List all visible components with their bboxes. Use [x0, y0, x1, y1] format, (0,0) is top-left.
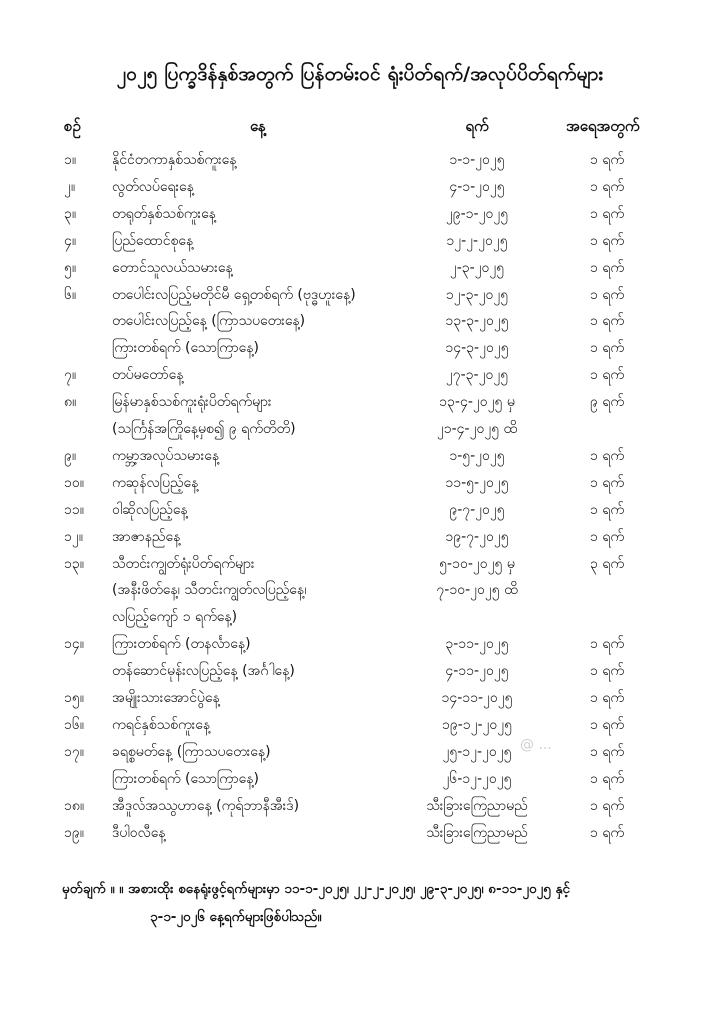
- holiday-name: အမျိုးသားအောင်ပွဲနေ့: [112, 690, 220, 706]
- holiday-name: အီဒူလ်အဿွဟာနေ့ (ကုရ်ဘာနီအီးဒ်): [112, 797, 300, 814]
- holiday-name: ကဆုန်လပြည့်နေ့: [112, 474, 199, 491]
- holiday-days: ၁ ရက်: [590, 286, 625, 303]
- holiday-name: ပြည်ထောင်စုနေ့: [112, 232, 194, 249]
- holiday-date: ၂၁-၄-၂၀၂၅ ထိ: [436, 421, 518, 437]
- holiday-date: ၁၄-၁၁-၂၀၂၅: [441, 690, 513, 706]
- holiday-date: ၄-၁၁-၂၀၂၅: [445, 663, 509, 680]
- holiday-days: ၁ ရက်: [590, 770, 625, 787]
- row-number: ၁၀။: [64, 474, 84, 491]
- holiday-name: အာဇာနည်နေ့: [112, 528, 181, 545]
- table-row: [0, 685, 720, 711]
- holiday-name: ကြားတစ်ရက် (တနင်္လာနေ့): [112, 636, 251, 653]
- holiday-date: ၂၅-၁၂-၂၀၂၅: [442, 743, 512, 760]
- holiday-date: ၁၂-၂-၂၀၂၅: [446, 232, 508, 249]
- table-row: [0, 308, 720, 334]
- holiday-date: ၂၆-၁၂-၂၀၂၅: [442, 770, 512, 787]
- row-number: ၁၆။: [64, 716, 84, 733]
- holiday-days: ၁ ရက်: [590, 690, 625, 706]
- header-name: နေ့: [250, 117, 266, 135]
- holiday-days: ၁ ရက်: [590, 636, 625, 653]
- table-row: [0, 228, 720, 254]
- holiday-date: ၄-၁-၂၀၂၅: [449, 178, 505, 195]
- table-row: [0, 335, 720, 361]
- holiday-days: ၁ ရက်: [590, 501, 625, 518]
- holiday-days: ၁ ရက်: [590, 743, 625, 760]
- holiday-name: ခရစ္စမတ်နေ့ (ကြာသပတေးနေ့): [112, 743, 271, 760]
- row-number: ၁၅။: [64, 690, 84, 706]
- table-row: [0, 631, 720, 657]
- header-days: အရေအတွက်: [566, 117, 640, 135]
- holiday-days: ၁ ရက်: [590, 367, 625, 384]
- header-date: ရက်: [465, 117, 489, 135]
- row-number: ၁၃။: [64, 555, 84, 572]
- table-row: [0, 577, 720, 603]
- table-row: [0, 524, 720, 550]
- holiday-date: ၁၃-၃-၂၀၂၅: [445, 313, 509, 330]
- holiday-name: တပေါင်းလပြည့်နေ့ (ကြာသပတေးနေ့): [112, 313, 306, 330]
- holiday-name: ကရင်နှစ်သစ်ကူးနေ့: [112, 716, 211, 733]
- holiday-name: ကြားတစ်ရက် (သောကြာနေ့): [112, 770, 259, 787]
- holiday-name: တပေါင်းလပြည့်မတိုင်မီ ရှေ့တစ်ရက် (ဗုဒ္ဓဟူးနေ့): [112, 286, 356, 303]
- holiday-days: ၁ ရက်: [590, 178, 625, 195]
- holiday-date: သီးခြားကြေညာမည်: [426, 824, 528, 841]
- row-number: ၁၉။: [64, 824, 84, 841]
- holiday-days: ၉ ရက်: [590, 394, 625, 411]
- row-number: ၄။: [64, 232, 77, 249]
- holiday-date: ၁၉-၇-၂၀၂၅: [445, 528, 509, 545]
- holiday-days: ၁ ရက်: [590, 716, 625, 733]
- row-number: ၃။: [64, 205, 77, 222]
- holiday-date: ၃-၁၁-၂၀၂၅: [445, 636, 509, 653]
- table-row: [0, 282, 720, 308]
- holiday-date: ၁၄-၃-၂၀၂၅: [445, 340, 509, 357]
- holiday-date: ၁-၅-၂၀၂၅: [449, 447, 505, 464]
- holiday-date: ၉-၇-၂၀၂၅: [449, 501, 505, 518]
- watermark: @ ...: [520, 737, 552, 753]
- holiday-name: တပ်မတော်နေ့: [112, 367, 184, 384]
- table-row: [0, 497, 720, 523]
- holiday-date: ၇-၁၀-၂၀၂၅ ထိ: [436, 582, 518, 599]
- table-row: [0, 739, 720, 765]
- row-number: ၉။: [64, 447, 77, 464]
- holiday-date: ၁၂-၃-၂၀၂၅: [445, 286, 509, 303]
- row-number: ၁။: [64, 152, 77, 168]
- holiday-name: ကမ္ဘာ့အလုပ်သမားနေ့: [112, 447, 220, 464]
- holiday-date: ၁၁-၅-၂၀၂၅: [445, 474, 509, 491]
- holiday-name: ဒီပါဝလီနေ့: [112, 824, 166, 841]
- holiday-name: တောင်သူလယ်သမားနေ့: [112, 259, 233, 276]
- holiday-name: သီတင်းကျွတ်ရုံးပိတ်ရက်များ: [112, 555, 255, 572]
- holiday-days: ၁ ရက်: [590, 313, 625, 330]
- holiday-name: ကြားတစ်ရက် (သောကြာနေ့): [112, 340, 259, 357]
- holiday-name: နိုင်ငံတကာနှစ်သစ်ကူးနေ့: [112, 152, 237, 168]
- holiday-days: ၁ ရက်: [590, 259, 625, 276]
- page-title: ၂၀၂၅ ပြက္ခဒိန်နှစ်အတွက် ပြန်တမ်းဝင် ရုံးပိတ်ရက်/အလုပ်ပိတ်ရက်များ: [116, 63, 604, 85]
- row-number: ၁၈။: [64, 797, 85, 814]
- row-number: ၇။: [64, 367, 77, 384]
- row-number: ၂။: [64, 178, 76, 195]
- holiday-name: လပြည့်ကျော် ၁ ရက်နေ့): [112, 609, 238, 626]
- table-row: [0, 255, 720, 281]
- table-row: [0, 362, 720, 388]
- holiday-days: ၁ ရက်: [590, 824, 625, 841]
- holiday-date: ၁-၁-၂၀၂၅: [449, 152, 505, 168]
- table-row: [0, 174, 720, 200]
- holiday-date: ၁၃-၄-၂၀၂၅ မှ: [439, 394, 515, 411]
- row-number: ၁၁။: [64, 501, 84, 518]
- holiday-name: လွတ်လပ်ရေးနေ့: [112, 178, 194, 195]
- row-number: ၁၇။: [64, 743, 84, 760]
- row-number: ၅။: [64, 259, 77, 276]
- holiday-date: ၁၉-၁၂-၂၀၂၅: [441, 716, 513, 733]
- table-row: [0, 470, 720, 496]
- holiday-date: ၂၇-၃-၂၀၂၅: [445, 367, 509, 384]
- table-row: [0, 604, 720, 630]
- holiday-days: ၃ ရက်: [590, 555, 625, 572]
- row-number: ၁၄။: [64, 636, 84, 653]
- note-line-1: မှတ်ချက် ။ ။ အစားထိုး စနေရုံးဖွင့်ရက်များမှာ ၁၁-၁-၂၀၂၅၊ ၂၂-၂-၂၀၂၅၊ ၂၉-၃-၂၀၂၅၊ ၈-၁၁-၂၀၂၅ နှင့်: [62, 881, 570, 897]
- note-line-2: ၃-၁-၂၀၂၆ နေ့ရက်များဖြစ်ပါသည်။: [150, 909, 322, 925]
- table-row: [0, 712, 720, 738]
- table-row: [0, 389, 720, 415]
- table-row: [0, 201, 720, 227]
- row-number: ၁၂။: [64, 528, 83, 545]
- table-row: [0, 416, 720, 442]
- table-row: [0, 658, 720, 684]
- holiday-name: ဝါဆိုလပြည့်နေ့: [112, 501, 188, 518]
- holiday-days: ၁ ရက်: [590, 205, 625, 222]
- holiday-date: ၂-၃-၂၀၂၅: [449, 259, 505, 276]
- table-row: [0, 793, 720, 819]
- holiday-days: ၁ ရက်: [590, 663, 625, 680]
- header-no: စဉ်: [64, 117, 81, 135]
- table-row: [0, 766, 720, 792]
- holiday-name: တန်ဆောင်မုန်းလပြည့်နေ့ (အင်္ဂါနေ့): [112, 663, 295, 680]
- row-number: ၆။: [64, 286, 77, 303]
- holiday-name: (သင်္ကြန်အကြိုနေ့မှစ၍ ၉ ရက်တိတိ): [112, 421, 296, 437]
- holiday-days: ၁ ရက်: [590, 232, 625, 249]
- table-row: [0, 443, 720, 469]
- row-number: ၈။: [64, 394, 77, 411]
- table-row: [0, 820, 720, 846]
- holiday-name: တရုတ်နှစ်သစ်ကူးနေ့: [112, 205, 216, 222]
- table-row: [0, 147, 720, 173]
- holiday-days: ၁ ရက်: [590, 474, 625, 491]
- holiday-days: ၁ ရက်: [590, 340, 625, 357]
- holiday-date: ၂၉-၁-၂၀၂၅: [445, 205, 509, 222]
- holiday-days: ၁ ရက်: [590, 797, 625, 814]
- holiday-days: ၁ ရက်: [590, 528, 625, 545]
- holiday-date: ၅-၁၀-၂၀၂၅ မှ: [439, 555, 515, 572]
- holiday-date: သီးခြားကြေညာမည်: [426, 797, 528, 814]
- holiday-name: မြန်မာနှစ်သစ်ကူးရုံးပိတ်ရက်များ: [112, 394, 272, 411]
- holiday-days: ၁ ရက်: [590, 152, 625, 168]
- table-row: [0, 551, 720, 577]
- holiday-name: (အနီးဖိတ်နေ့၊ သီတင်းကျွတ်လပြည့်နေ့၊: [112, 582, 307, 599]
- holiday-days: ၁ ရက်: [590, 447, 625, 464]
